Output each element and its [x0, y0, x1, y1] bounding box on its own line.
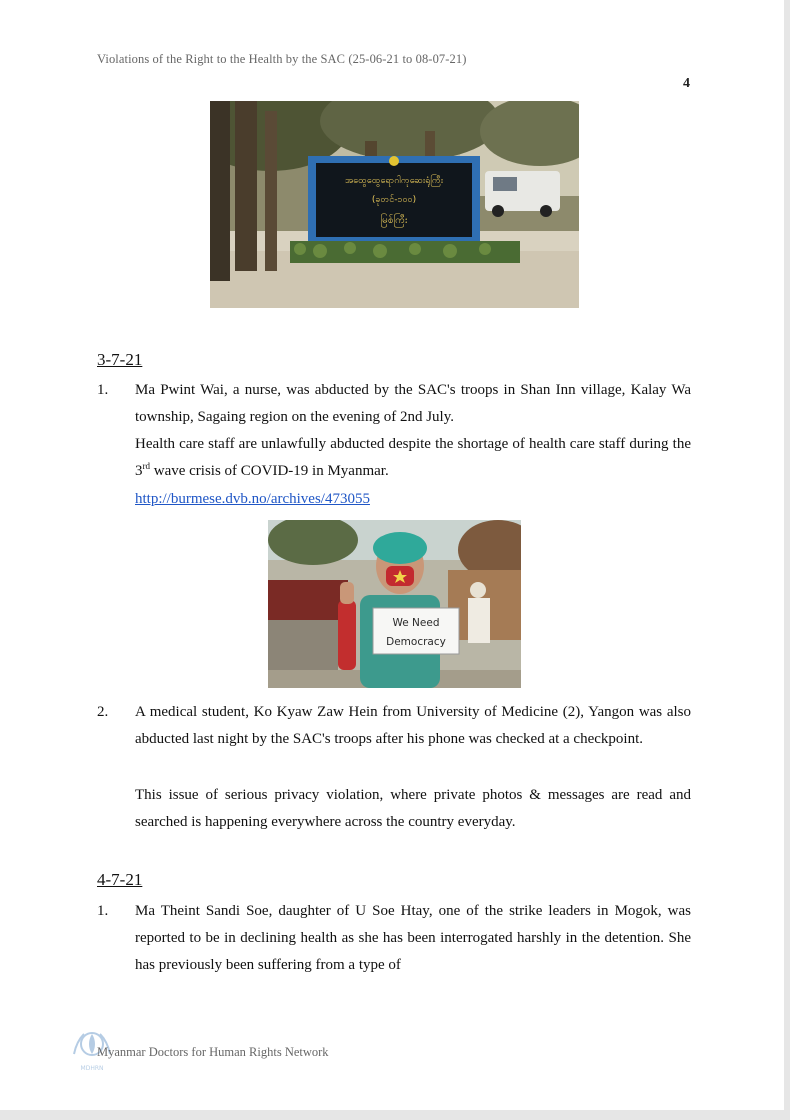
sign-line-2: Democracy [386, 636, 446, 648]
dvb-news-link[interactable]: http://burmese.dvb.no/archives/473055 [135, 491, 370, 507]
item-paragraph: Ma Pwint Wai, a nurse, was abducted by the SAC's troops in Shan Inn village, Kalay Wa township, Sagaing region on the evening of 2nd July. [135, 382, 691, 425]
section-date-3-7-21: 3-7-21 [97, 350, 143, 369]
hospital-sign-photo [210, 101, 579, 308]
sign-text-line3: မြစ်ကြီး [380, 215, 408, 226]
item-number: 1. [97, 382, 109, 398]
item-number: 1. [97, 903, 109, 919]
superscript: rd [142, 461, 150, 471]
logo-text: MDHRN [80, 1065, 104, 1072]
running-header: Violations of the Right to the Health by the SAC (25-06-21 to 08-07-21) [97, 52, 467, 66]
sign-text-line1: အထွေထွေရောဂါကုဆေးရုံကြီး [345, 176, 443, 186]
footer-org-name: Myanmar Doctors for Human Rights Network [97, 1045, 329, 1059]
item-paragraph: This issue of serious privacy violation, where private photos & messages are read and searched is happening everywhere across the country everyday. [135, 787, 691, 830]
item-paragraph: Ma Theint Sandi Soe, daughter of U Soe Htay, one of the strike leaders in Mogok, was reported to be in declining health as she has been interrogated harshly in the detention. She has previously been suffering from a type of [135, 903, 691, 973]
sign-text-line2: (ခုတင်-၁၀၀) [371, 195, 417, 205]
nurse-protest-photo [268, 520, 521, 688]
item-paragraph: Health care staff are unlawfully abducted despite the shortage of health care staff during the 3rd wave crisis of COVID-19 in Myanmar. [135, 436, 691, 479]
section-date-4-7-21: 4-7-21 [97, 870, 143, 889]
page-number: 4 [683, 76, 690, 91]
sign-line-1: We Need [392, 617, 440, 629]
item-number: 2. [97, 704, 109, 720]
item-paragraph: A medical student, Ko Kyaw Zaw Hein from University of Medicine (2), Yangon was also abducted last night by the SAC's troops after his phone was checked at a checkpoint. [135, 704, 691, 747]
